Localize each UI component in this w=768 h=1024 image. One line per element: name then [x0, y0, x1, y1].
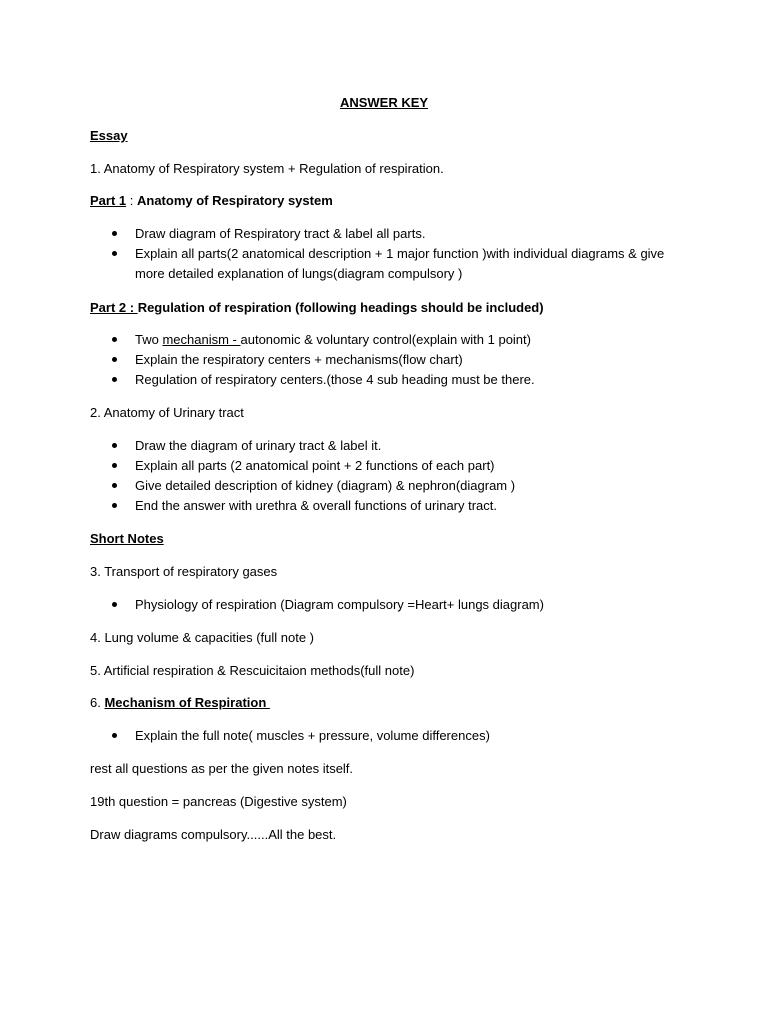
part-2-list — [0, 330, 768, 390]
question-2-list — [0, 436, 768, 516]
list-item: Explain the respiratory centers + mechanisms(flow chart) — [0, 350, 768, 370]
question-3-list — [0, 595, 768, 615]
part-2-title: Regulation of respiration (following headings should be included) — [137, 300, 544, 315]
list-item: Regulation of respiratory centers.(those 4 sub heading must be there. — [0, 370, 768, 390]
list-item: End the answer with urethra & overall functions of urinary tract. — [0, 496, 768, 516]
question-6-number: 6. — [90, 695, 105, 710]
bullet-icon — [112, 377, 117, 382]
bullet-icon — [112, 602, 117, 607]
list-item: Explain the full note( muscles + pressure, volume differences) — [0, 726, 768, 746]
question-1: 1. Anatomy of Respiratory system + Regulation of respiration. — [90, 161, 444, 176]
part-1-separator: : — [126, 193, 137, 208]
document-title: ANSWER KEY — [339, 95, 429, 110]
list-item: Draw the diagram of urinary tract & label it. — [0, 436, 768, 456]
question-19-note: 19th question = pancreas (Digestive system) — [90, 794, 347, 809]
bullet-icon — [112, 357, 117, 362]
list-item: Explain all parts(2 anatomical description + 1 major function )with individual diagrams & give more detailed explanation of lungs(diagram compulsory ) — [0, 244, 768, 284]
part-2-heading — [90, 298, 710, 318]
list-item: Give detailed description of kidney (diagram) & nephron(diagram ) — [0, 476, 768, 496]
bullet-icon — [112, 251, 117, 256]
part-1-heading — [90, 191, 710, 211]
list-item: Two mechanism - autonomic & voluntary control(explain with 1 point) — [0, 330, 768, 350]
bullet-icon — [112, 231, 117, 236]
list-item: Draw diagram of Respiratory tract & label all parts. — [0, 224, 768, 244]
question-6 — [90, 693, 710, 713]
part-1-title: Anatomy of Respiratory system — [136, 193, 333, 208]
bullet-icon — [112, 733, 117, 738]
essay-heading: Essay — [90, 128, 128, 143]
question-4: 4. Lung volume & capacities (full note ) — [90, 630, 315, 645]
question-3: 3. Transport of respiratory gases — [90, 564, 278, 579]
bullet-icon — [112, 503, 117, 508]
rest-note: rest all questions as per the given notes itself. — [90, 761, 354, 776]
part-1-label: Part 1 — [90, 193, 127, 208]
bullet-icon — [112, 337, 117, 342]
question-6-list — [0, 726, 768, 746]
bullet-icon — [112, 483, 117, 488]
part-1-list — [0, 224, 768, 284]
list-item: Physiology of respiration (Diagram compulsory =Heart+ lungs diagram) — [0, 595, 768, 615]
question-6-title: Mechanism of Respiration — [104, 695, 270, 710]
question-5: 5. Artificial respiration & Rescuicitaion methods(full note) — [90, 663, 415, 678]
question-2: 2. Anatomy of Urinary tract — [90, 405, 244, 420]
bullet-icon — [112, 463, 117, 468]
closing-note: Draw diagrams compulsory......All the best. — [90, 827, 337, 842]
bullet-icon — [112, 443, 117, 448]
short-notes-heading: Short Notes — [90, 531, 164, 546]
list-item: Explain all parts (2 anatomical point + 2 functions of each part) — [0, 456, 768, 476]
part-2-label: Part 2 : — [90, 300, 138, 315]
